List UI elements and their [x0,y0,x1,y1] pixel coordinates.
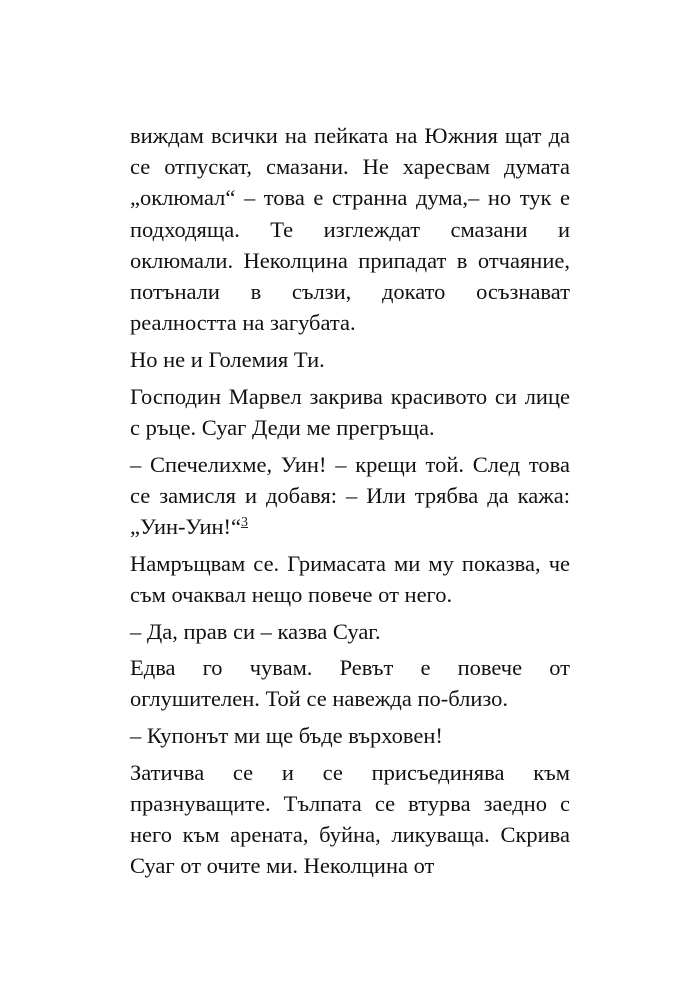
paragraph: виждам всички на пейката на Южния щат да се отпускат, смазани. Не харесвам думата „оклюмал“ – това е странна дума,– но тук е подходяща. Те изглеждат смазани и оклюмали. Неколцина припадат в отчаяние, потънали в сълзи, докато осъзнават реалността на загубата. [130,123,570,336]
paragraph-text: – Спечелихме, Уин! – крещи той. След това се замисля и добавя: – Или трябва да кажа: „Уин-Уин!“ [130,451,570,539]
paragraph: Но не и Големия Ти. [130,346,325,372]
paragraph: Намръщвам се. Гримасата ми му показва, че съм очаквал нещо повече от него. [130,550,570,607]
paragraph [130,449,570,543]
paragraph: – Купонът ми ще бъде върховен! [130,723,443,749]
paragraph: Господин Марвел закрива красивото си лице с ръце. Суаг Деди ме прегръща. [130,383,570,440]
paragraph: Затичва се и се присъединява към празнуващите. Тълпата се втурва заедно с него към арената, буйна, ликуваща. Скрива Суаг от очите ми. Неколцина от [130,759,570,879]
paragraph: – Да, прав си – казва Суаг. [130,618,381,644]
body-text [130,120,570,882]
paragraph: Едва го чувам. Ревът е повече от оглушителен. Той се навежда по-близо. [130,655,570,712]
footnote-reference-link[interactable]: 3 [241,514,249,530]
